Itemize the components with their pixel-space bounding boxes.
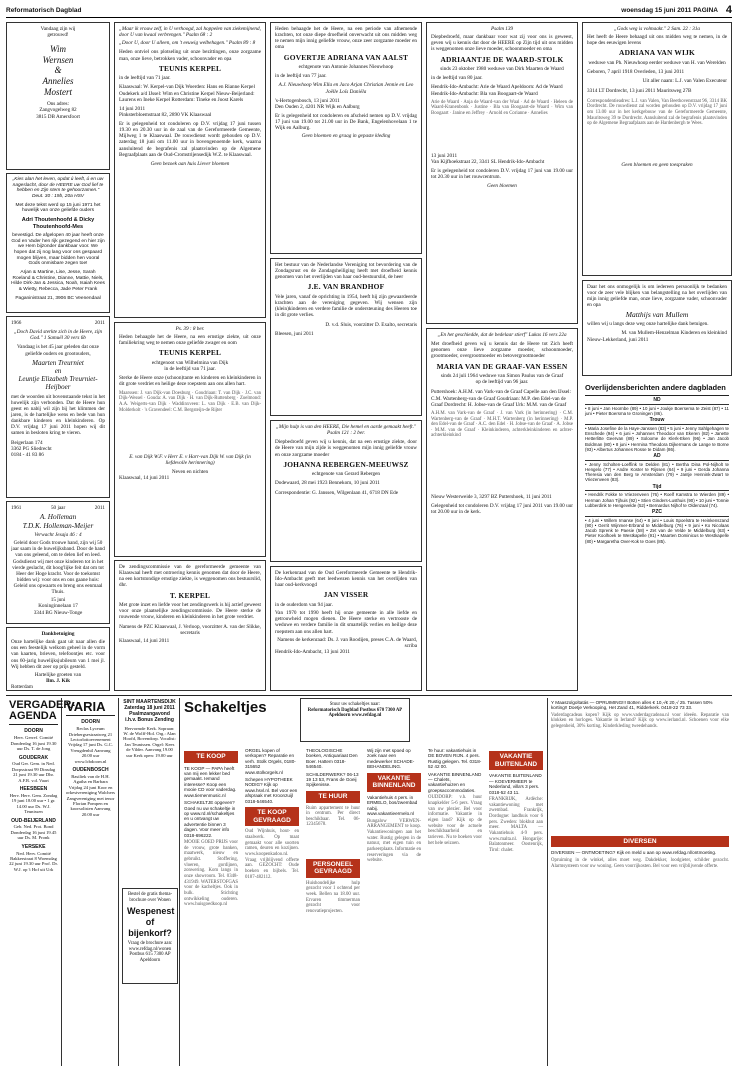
body: bevestigd. De afgelopen 40 jaar heeft onze God en Vader hen rijk gezegend en hier zijn we Hem bijzonder dankbaar voor. We hopen dat zij nog lang voor ons gespaard mogen blijven, maar bidden hen vooral Gods onmisbare zegen toe! xyxy=(11,233,105,267)
family: Klaaswaal: W. Kerpel-van Dijk Woerden: Hans en Rianne Kerpel Oudekerk a/d IJssel: Wim en Christine Kerpel Nieuw-Beijerland: Laurens en Ineke Kerpel Rotterdam: Tineke en Joost Karels xyxy=(119,84,255,103)
event-head: SINT MAARTENSDIJK Zaterdag 18 juni 2011 Psalmzangavond i.h.v. Bonus Zending xyxy=(123,699,176,723)
brochure-address: Vraag de brochure aan: www.refdag.nl/wonen Postbus 615 7300 AP Apeldoorn xyxy=(127,941,173,964)
signature: Namens de kerkenraad: Ds. J. van Roodijen, preses C.A. de Waard, scriba xyxy=(277,636,417,649)
funeral-info: Gelegenheid tot condoleren D.V. vrijdag 17 juni 2011 van 19.00 uur tot 20.00 uur in de kerk. xyxy=(431,502,573,516)
place: 's-Hertogenbosch, 13 juni 2011 xyxy=(275,97,340,104)
intro: Het heeft de Heere behaagd uit ons midden weg te nemen, in de hope des eeuwigen levens xyxy=(587,34,727,47)
funeral-info: Er is gelegenheid tot condoleren en afscheid nemen op D.V. vrijdag 17 juni van 19.00 tot 21.00 uur in De Bank, Engelenhovelaan 1 te Wijk en Aalburg. xyxy=(275,112,417,132)
notice-intro: Vandaag zijn wij getrouwd! xyxy=(40,26,76,39)
classified-filler: FRANKRIJK, Ardèche: vakantiewoning met zwembad. Frankrijk, Dordogne: landhuis voor 6 pers. Zweden: blokhut aan meer. MALTA — Vakantiehuis 4-9 pers. www.malta.nl. Hongarije: Balatonmeer. Oostenrijk, Tirol: chalet. xyxy=(489,796,543,853)
notice-dankbetuiging xyxy=(6,627,110,691)
intro: Heden ontviel ons plotseling uit onze bezittingen, onze zorgzame man, onze lieve, betrokken vader, schoonvader en opa xyxy=(119,49,261,62)
funeral-info: Er is gelegenheid tot condoleren D.V. vrijdag 17 juni van 19.00 uur tot 20.30 uur in het rouwcentrum. xyxy=(431,167,573,181)
years: 1966 2011 xyxy=(11,320,105,326)
notice-adriana-van-wijk xyxy=(582,22,732,276)
signature: E. van Dijk W.F. v Herr E. v Harr-van Dijk W. van Dijk (in liefdevolle herinnering) xyxy=(129,453,251,466)
notice-teunis-kerpel-2 xyxy=(114,322,266,557)
address: 3314 LT Dordrecht, 13 juni 2011 Mauritsweg 27B xyxy=(587,88,692,95)
age: in de ouderdom van 94 jaar. xyxy=(275,602,333,609)
family: Puttershoek: A.H.M. van Vark-van de Graaf Capelle aan den IJssel: C.M. Wartenberg-van de Graaf Goudriaan: M.P. den Edel-van de Graaf Dordrecht: H. Jobse-van de Graaf Urk: M.M. van de Graaf xyxy=(431,389,571,408)
body: Met grote inzet en liefde voor het zendingswerk is hij actief geweest voor onze plaatselijke zendingscommissie. De Heere sterke de rouwende vrouw, kinderen en kleinkinderen in het grote verdriet. xyxy=(119,602,261,621)
classified-col-2 xyxy=(242,746,302,1066)
category-te-huur: TE HUUR xyxy=(306,791,360,803)
years: 1961 50 jaar 2011 xyxy=(11,505,105,511)
intro: Diepbedroefd, maar dankbaar voor wat zij voor ons is geweest, geven wij u kennis dat door de HEERE op Zijn tijd uit ons midden is weggenomen onze lieve moeder, schoonmoeder en oma xyxy=(431,34,573,53)
category-personeel: PERSONEEL GEVRAAGD xyxy=(306,859,360,878)
page-number: 4 xyxy=(725,4,732,16)
names: A. Holleman T.D.K. Holleman-Meijer xyxy=(22,513,94,530)
deceased-name: J.E. VAN BRANDHOF xyxy=(307,282,385,292)
note: Geen bloemen en geen toespraken xyxy=(621,161,693,168)
verse: „Gods weg is volmaakt." 2 Sam. 22 : 31a xyxy=(613,26,701,32)
age: in de leeftijd van 71 jaar. xyxy=(119,75,171,82)
spouse: echtgenoot van Wilhelmina van Dijk xyxy=(151,360,229,367)
intro: De kerkenraad van de Oud Gereformeerde Gemeente te Hendrik-Ido-Ambacht geeft met leedwezen kennis van het overlijden van haar oud-kerkvoogd xyxy=(275,570,417,589)
intro: De zendingscommissie van de gereformeerde gemeente van Klaaswaal heeft met ontroering kennis genomen dat door de Heere, na een kortstondige ernstige ziekte, is weggenomen ons bestuurslid, dhr. xyxy=(119,564,261,589)
schakeltjes-title: Schakeltjes xyxy=(184,699,267,716)
notice-jan-visser xyxy=(270,566,422,691)
body: Onze hartelijke dank gaat uit naar allen die ons een feestelijk welkom geheel in de vorm van kaarten, brieven, telefoontjes etc. voor ons 60-jarig huwelijksjubileum van 1 mei jl. Wij hebben dit zeer op prijs gesteld. xyxy=(11,639,105,670)
address: Correspondentie: G. Janssen, Wilgenlaan 41, 6718 DN Ede xyxy=(275,489,399,496)
schakeltjes-header xyxy=(181,698,311,742)
family: A.J. Nieuwhoop Wim Ella en Jaco Arjan Christian Jennie en Leo Joëlle Loïs Daniëla xyxy=(278,82,414,95)
body: Van 1970 tot 1990 heeft hij onze gemeente in alle liefde en getrouwheid mogen dienen. De Heere sterke en vertrooste de weduwe en verdere familie in dit smartelijk verlies en heilige deze roepstem aan ons allen hart. xyxy=(275,610,417,635)
body: met de woorden uit bovenstaande tekst in het huwelijk zijn verbonden. Dat de Heere hun geest en nabij wil zijn bij het klimmen der jaren, is de hartelijke wens en bede van hun dankbare kinderen en kleinkinderen. Op D.V. vrijdag 17 juni 2011 hopen wij dit samen in besloten kring te vieren. xyxy=(11,393,105,437)
category-vakantie-binnenland: VAKANTIE BINNENLAND xyxy=(367,773,421,792)
agenda-entry: HEESBEEN Herv. Herv. Gem. Zondag 19 juni 18.00 uur • 1 gr. 14.00 uur Ds. W.J. Teunissen xyxy=(9,786,58,815)
classified-filler: Ruim appartement te huur in centrum. Per direct beschikbaar. Tel. 06-12345678. xyxy=(306,805,360,828)
classified-col-7 xyxy=(547,698,732,1066)
family-list: A.H.M. van Vark-van de Graaf · J. van Vark (in herinnering) · C.M. Wartenberg-van de Graaf · M.H.T. Wartenberg (in herinnering) · M.P. den Edel-van de Graaf · A.C. den Edel · H. Jobse-van de Graaf · A. Jobse · M.M. van de Graaf · Kleinkinderen, achterkleinkinderen en achter-achterkleinkind xyxy=(431,410,573,439)
sint-maartensdijk xyxy=(120,698,180,1066)
category-te-koop-gevraagd: TE KOOP GEVRAAGD xyxy=(245,807,299,826)
deceased-name: TEUNIS KERPEL xyxy=(158,63,222,73)
page-header xyxy=(6,4,732,18)
body: Sterke de Heere onze (schoon)tante en kinderen en kleinkinderen in dit grote verdriet en heilige deze roepstem aan ons allen hart. xyxy=(119,375,261,388)
place: Nieuw-Lekkerland, juni 2011 xyxy=(587,336,649,343)
classified-ad[interactable]: Te huur: vakantiehuis in DE BOVEN RIJN. 4 pers. Rustig gelegen. Tel. 0318-52 42 00. xyxy=(428,748,482,770)
signature: M. van Mullem-Henzelman Kinderen en kleinkind xyxy=(621,330,727,337)
classified-filler: Bungalow VERWEN-ARRANGEMENT te koop. Vakantiewoningen aan het water. Rustig gelegen in de natuur, met eigen tuin en parkeerplaats. Informatie en reserveringen via de website. xyxy=(367,818,421,864)
section-trouw: Trouw • Maria Josefine de la Haye-Janssen (83) • 5 juni • Jenny Sahlgehagen te Enschede (94) • 6 juni • Johannes Theodoor van Ekeren (82) • Janette Hetterlitte Geervan (89) • Soloome de Klerk-Eken (96) • Jan Jacob Boldman (80) • 8 juni • Hermina Theodora Dijkermans de Lange te Borne (93) • Albertus Johannes Rosse te Didam (86). xyxy=(585,417,729,452)
classified-ad[interactable]: Vakantiehuis 4 pers. in ERMELO, bos/zwembad nabij. www.vakantieermelo.nl xyxy=(367,794,418,817)
address: Nieuw Westerweide 3, 3297 BZ Puttershoek, 11 juni 2011 xyxy=(431,493,552,500)
family: Uit aller naam: L.J. van Valen Executeur xyxy=(642,78,727,85)
address: Ons adres: Zangvogelweg 82 3815 DB Amersfoort xyxy=(36,101,80,120)
classified-col-4 xyxy=(364,746,424,1066)
intro: Met droefheid geven wij u kennis dat de Heere tot Zich heeft genomen onze lieve zorgzame moeder, schoonmoeder, grootmoeder, overgrootmoeder en betovergrootmoeder xyxy=(431,341,573,360)
address: Van Kijfhoekstraat 22, 3341 SL Hendrik-Ido-Ambacht xyxy=(431,158,545,165)
intro: Heden behaagde het de Heere, na een periode van afnemende krachten, tot onze diepe droefheid onverwacht uit ons midden weg te nemen mijn innig geliefde vrouw, onze zeer zorgzame moeder en oma xyxy=(275,26,417,51)
couple-name: Adri Thoutenhoofd & Dicky Thoutenhoofd-Mes xyxy=(21,216,95,230)
verse-2: „Door U, door U alleen, om 't eeuwig welbehagen." Psalm 89 : 8 xyxy=(119,40,256,47)
varia-title: VARIA xyxy=(66,699,106,714)
title: Dankbetuiging xyxy=(41,631,75,637)
address: Koninginnelaan 17 3344 BG Nieuw-Tonge xyxy=(33,603,83,616)
verse: „Kies alan het leven, opdat ú leeft, ú en uw nageslacht, door de HEERE uw God lief te hebben en Zijn stem te gehoorzamen." Deut. 30 : 19b, 20a HSV xyxy=(12,177,104,199)
notice-zendingscommissie xyxy=(114,560,266,691)
place: Hendrik-Ido-Ambacht, 13 juni 2011 xyxy=(275,648,351,655)
notice-govertje-van-aalst xyxy=(270,22,422,254)
vergader-agenda xyxy=(6,698,76,1066)
classified-col-3 xyxy=(303,746,363,1066)
notice-de-waard-stolk xyxy=(426,22,578,324)
intro: Vandaag is het 45 jaar geleden dat onze geliefde ouders en grootouders, xyxy=(17,344,99,357)
varia-entry: DOORN Reclas Lyceum Driebergsestraatweg 21 Lectorlottoevenement Vrijdag 17 juni Ds. G.C. Vreugdenhil Aanvang 20.00 uur www.lcbdoorn.nl xyxy=(67,719,114,764)
signature: Namens de PZC Klaaswaal, J. Verloop, voorzitter A. van der Slikke, secretaris xyxy=(119,623,261,636)
age: in de leeftijd van 71 jaar. xyxy=(164,366,216,373)
address: Pinksterbloemstraat 82, 2890 VK Klaaswaal xyxy=(119,111,212,118)
classified-ad[interactable]: Wij zijn met spoed op zoek naar een medewerker SCHADE-BEHANDELING. xyxy=(367,748,415,770)
category-diversen: DIVERSEN xyxy=(551,836,729,848)
classified-ad[interactable]: TE KOOP — PAPA heeft van mij een lekker bed gemaakt. Iemand interesse? Koop een mooie CD voor vaderdag. www.tiemenmusic.nl xyxy=(184,765,237,798)
classified-filler: MOOIE GOED PRIJS voor de vrouw, grote banken, maatwerk, nieuw en gebruikt. Stoffering, vloeren, gordijnen, zonwering. Kom langs in onze showroom. Tel. 0348-431949. WATERSTOFGAS voor de kacheltjes. Ook in bulk. Stichting ontwikkeling ouderen. www.huisgoedkoop.nl xyxy=(184,839,238,908)
deceased-name: Matthijs van Mullem xyxy=(625,309,689,319)
note: Neven en nichten xyxy=(171,468,209,475)
family-list: Arie de Waard · Anja de Waard-van der Waal · Ad de Waard · Heleen de Waard-Kranenbonk · Justine · Bla van Boogaart-de Waard · Wim van Boogaart · Janine en Jeffrey · Arnold en Corianne · Annelies xyxy=(431,99,573,117)
spouse: echtgenote van Gerard Rebergen xyxy=(311,471,381,478)
intro: Het bestuur van de Nederlandse Vereniging tot bevordering van de Zondagsrust en de Zondagsheiliging heeft met droefheid kennis genomen van het overlijden van haar oud-bestuurslid, de heer xyxy=(275,262,417,281)
agenda-entry: DOORN Herv. Gerref. Comité Donderdag 16 juni 19.30 uur Ds. T. de Jong xyxy=(10,728,57,752)
verse: Psalm 139 xyxy=(490,26,514,32)
signature: D. v.d. Sluis, voorzitter D. Exalto, secretaris xyxy=(325,321,417,328)
deceased-name: ADRIANA VAN WIJK xyxy=(619,48,695,58)
spouse: sinds 23 oktober 1980 weduwe van Dirk Maarten de Waard xyxy=(440,66,564,73)
classified-ad[interactable]: Y Maaszolgoltatás — OPRUIMING!!! Botten alles € 10,-/€ 20,-/ 25. Tassen 50% korting!! Doetje Verkooping, Het Zand 41, Ridderkerk. 0418-22 73 33. xyxy=(551,700,713,711)
page-date: woensdag 15 juni 2011 PAGINA xyxy=(621,7,718,14)
notice-van-brandhof xyxy=(270,258,422,416)
deceased-name: JAN VISSER xyxy=(323,590,369,600)
classified-filler: Vaderdagcadeau kopen? Kijk op www.vaderdagcadeau.nl voor ideeën. Reparatie van klokken en horloges. Vakantie in Ierland? Kijk op www.ierland.nl. Schoenen voor elke gelegenheid, 30% korting. Kinderkleding tweedehands. xyxy=(551,712,729,730)
address: Paganinistraat 21, 3906 BC Veenendaal xyxy=(15,295,101,301)
intro: Met deze tekst werd op 15 juni 1971 het huwelijk van onze geliefde ouders xyxy=(15,202,101,214)
deceased-name: GOVERTJE ADRIANA VAN AALST xyxy=(283,52,409,62)
agenda-entry: GOUDERAK Oud Ger. Gem. in Ned. Dorpsstraat 99 Dinsdag 21 juni 19.30 uur Dhr. A.F.R. v.d. Vaart xyxy=(11,754,56,783)
classified-ad[interactable]: VAKANTIE BINNENLAND — Chalets, vakantiehuizen en groepsaccommodaties. xyxy=(428,771,482,793)
body: Vele jaren, vanaf de oprichting in 1954, heeft hij zijn gewaardeerde krachten aan de vereniging gegeven. Wij wensen zijn (klein)kinderen en verdere familie de ondersteuning des Heeren toe in dit grote verlies. xyxy=(275,294,417,319)
address: Beigerlaan 174 3362 PG Sliedrecht 0184 - 41 83 86 xyxy=(11,439,52,458)
classified-ad[interactable]: SCHAKELTJE opgeven? Goed nu uw schakeltje in op www.rd.nl/schakeltjes en u ontvangt uw advertentie binnen 3 dagen. Voor meer info 0318-696222. xyxy=(184,800,236,838)
classified-col-5 xyxy=(425,746,485,1066)
notice-van-mullem xyxy=(582,280,732,376)
verse: „En het geschiedde, dat de bedelaar stierf" Lukas 16 vers 22a xyxy=(437,332,567,338)
verse: Verwacht Jesaja 46 : 4 xyxy=(34,532,82,539)
family: Hendrik-Ido-Ambacht: Arie de Waard Apeldoorn: Ad de Waard Hendrik-Ido-Ambacht: Bla van Boogaart-de Waard xyxy=(431,84,563,97)
classified-ad[interactable]: Schepen HYPOTHEEK NODIG? Kijk op www.hsvl.nl. Bel voor een afspraak met Kroonzuijl 0318-546540. xyxy=(245,777,298,804)
deceased-name: ADRIAANTJE DE WAARD-STOLK xyxy=(440,54,564,64)
notice-teunis-kerpel-1 xyxy=(114,22,266,318)
agenda-entry: OUD-BEIJERLAND Geb. Ned. Prot. Bond Donderdag 16 juni 19.45 uur Ds. M. Pronk xyxy=(10,817,57,841)
classified-ad[interactable]: DIVERSEN — ONTMOETING? Kijk en meld u aan op www.refdag.nl/ontmoeting. xyxy=(551,850,717,856)
classified-ad[interactable]: ORGEL kopen of verkopen? Reparatie en verh. Stolk Orgels, 0180-315652 www.stolkorgels.nl xyxy=(245,748,296,775)
place: Dodewaard, 28 mei 1923 Bennekom, 10 juni 2011 xyxy=(275,480,380,487)
varia-section xyxy=(63,698,119,1066)
notice-treurniet xyxy=(6,316,110,498)
section-pzc: PZC • 4 juni • Willem Imanse (64) • 8 juni • Louis Spoelstra te Heinkenszand (90) • Gerrit Wijnmer-Erbrand te Middelburg (76) • 9 juni • Ko Nicolaas Jacob Sprenk te Paesie (58) • Zet van de Velde te Middelburg (63) • Pieter Koolhoek te Westkapelle (91) • Maarten Dominicus te Westkapelle (80) • Margaretha Over-Kok te Goes (85). xyxy=(585,509,729,544)
classified-col-1 xyxy=(181,746,241,1066)
deceased-name: MARIA VAN DE GRAAF-VAN ESSEN xyxy=(436,361,568,371)
classified-ad[interactable]: SCHILDERWERK? 06-13 19 13 53, Frans de Goeij Spijkenisse. xyxy=(306,771,359,788)
varia-entry: OUDENBOSCH Basiliek van de H.H. Agatha en Barbara Vrijdag 24 juni Koor en orkestvereniging Walchers Zangvereniging met tenor Florian Pompen en koorsolisten Aanvang 20.00 uur xyxy=(66,766,115,817)
dates: Geboren, 7 april 1918 Overleden, 13 juni 2011 xyxy=(587,69,685,76)
family-list: Maarssen: J. van Dijk-van Doesburg · Goudriaan: T. van Dijk · J.C. van Dijk-Wessel · Gouda: A. van Dijk · H. van Dijk-Ruttenberg · Zoelmond: A.A. Weigerts-van Dijk · Waddinxveen: L. van Dijk · E.B. van Dijk-Molderkolt · 's Gravendeel: C.M. Bergsteijn-de Rijter xyxy=(119,390,261,413)
verse: „Doch David sterkte zich in de Heere, zijn God." 1 Samuël 30 vers 6b xyxy=(13,329,103,342)
category-te-koop: TE KOOP xyxy=(184,751,238,763)
classified-filler: Huishoudelijke hulp gezocht voor 1 ochtend per week. Bellen na 18.00 uur. Ervaren timmerman gezocht voor renovatieprojecten. xyxy=(306,880,360,915)
children: Arjan & Martine, Lise, Jesse, Sarah Roeland & Christine, Dianne, Mattie, Niels, Hilde Dirk-Jan & Jessica, Noah, Isaiah Kees & Wietty, Rebecca, Jade Peter Frank xyxy=(11,270,105,293)
category-vakantie-buitenland: VAKANTIE BUITENLAND xyxy=(489,751,543,770)
names: Maarten Treurniet en Leuntje Elizabeth Treurniet- Heijboer xyxy=(18,358,98,392)
place: Klaaswaal, 14 juni 2011 xyxy=(119,474,170,481)
body: willen wij u langs deze weg onze hartelijke dank betuigen. xyxy=(587,321,709,328)
spouse: weduwe van Ph. Nieuwhoop eerder weduwe van H. van Werelden xyxy=(588,60,726,67)
verse: Ps. 39 : 8 ber. xyxy=(175,326,205,332)
place: Klaaswaal, 14 juni 2011 xyxy=(119,637,170,644)
vergader-title: VERGADER- AGENDA xyxy=(9,699,76,723)
intro: Heden behaagde het de Heere, na een ernstige ziekte, uit onze familiekring weg te nemen onze geliefde zwager en oom xyxy=(119,334,261,347)
deceased-name: T. KERPEL xyxy=(169,590,211,600)
city: Rotterdam xyxy=(11,684,33,690)
paper-name: Reformatorisch Dagblad xyxy=(6,7,82,14)
classified-ad[interactable]: VAKANTIE BUITENLAND — KOEVERMEER te Nederland, villa's 3 pers. 0318-52 43 11. xyxy=(489,773,542,795)
classified-filler: Opruiming in de winkel, alles moet weg. Dakdekker, loodgieter, schilder gezocht. Alarmsysteem voor uw woning. Geen voorrijkosten. Bel voor een vrijblijvende offerte. xyxy=(551,857,729,869)
intro: Diepbedroefd geven wij u kennis, dat na een ernstige ziekte, door de Heere van mijn zijde is weggenomen mijn innig geliefde vrouw en onze zorgzame moeder xyxy=(275,439,417,458)
notice-van-de-graaf-van-essen xyxy=(426,328,578,691)
notice-wernsen-mostert xyxy=(6,22,110,170)
address: Den Ouden 2, 4201 NR Wijk en Aalburg xyxy=(275,103,360,110)
panel-title: Overlijdensberichten andere dagbladen xyxy=(585,383,726,392)
brochure-title: Wespenest of bijenkorf? xyxy=(127,906,175,938)
signature: Hartelijke groeten van Ilm. J. Kik xyxy=(34,671,82,684)
funeral-info: Correspondentieadres: L.J. van Valen, Van Beethovenstraat 96, 3314 BK Dordrecht. De rouwdienst zal worden gehouden op D.V. vrijdag 17 juni om 13.00 uur in het kerkgebouw van de Gereformeerde Gemeente, Mauritsweg 39 te Dordrecht. Aansluitend zal de begrafenis plaatsvinden op de Algemene Begraafplaats aan de Hardenbergh te Wees. xyxy=(587,98,727,127)
classified-ad[interactable]: THEOLOGISCHE boeken, Antiquariaat Den Boer. Hattem 0318-546540. xyxy=(306,748,358,770)
notice-thoutenhoofd xyxy=(6,173,110,313)
funeral-info: Er is gelegenheid tot condoleren op D.V. vrijdag 17 juni tussen 19.30 en 20.30 uur in de zaal van de Gereformeerde Gemeente, Mijlweg 1 te Klaaswaal. De rouwdienst wordt gehouden op D.V. zaterdag 18 juni om 11.00 uur in bovengenoemde kerk, waarna aansluitend de begrafenis zal plaatsvinden op de Algemene Begraafplaats aan de Oud-Cromstrijensedijk W.Z. te Klaaswaal. xyxy=(119,121,261,158)
section-ad: AD • Jenny Scholten-Loeffink te Delden (81) • Bertha Dina Pol-Nijholt te Hengelo (77) • Andre Koster te Rijssen (64) • 9 juni • Gerda Johanna Theresia van den Berg te Amsterdam (79) • Jantje Hennink-Zwart te Vriezenveen (83). xyxy=(585,452,729,483)
classified-col-6 xyxy=(486,746,546,1066)
deceased-name: TEUNIS KERPEL xyxy=(158,348,222,358)
schakeltjes-address-box: Stuur uw schakeltjes naar: Reformatorisch Dagblad Postbus 670 7300 AP Apeldoorn www.refdag.nl xyxy=(300,698,410,742)
note: Geen bezoek aan huis Liever bloemen xyxy=(150,160,230,167)
section-tijd: Tijd • Hendrik Fokke te Vriezenveen (76) • Roelf Kamstra te Wierden (89) • Herman Johan Tijhuis (92) • Stien Ginders-Lusthuis (90) • 10 juni • Tonnie Lubberdink te Hengevelde (52) • Bernardus Nijhof te Oldenzaal (74). xyxy=(585,483,729,508)
notice-rebergen-meeuwsz xyxy=(270,420,422,562)
spouse: echtgenote van Antonie Johannes Nieuwhoop xyxy=(298,64,394,71)
date: 15 juni xyxy=(50,597,66,604)
section-nd: ND • 8 juni • Jan Hoornbe (89) • 10 juni • Joukje Boersema te Zeist (87) • 11 juni • Pieter Boersma te Groningen (86). xyxy=(585,396,729,416)
age: op de leeftijd van 96 jaar. xyxy=(475,379,529,386)
spouse: sinds 24 juli 1964 weduwe van Simon Paulus van de Graaf xyxy=(440,373,564,380)
classified-filler: OUDDORP: v.h. huur knapkelder 5-6 pers. Vraag van uw plezier. Bel voor informatie. Vakantie in eigen land? Kijk op de website voor de actuele beschikbaarheid en tarieven. Nu te boeken voor het hele seizoen. xyxy=(428,795,482,846)
place: Bleesen, juni 2011 xyxy=(275,330,314,337)
age: in de leeftijd van 80 jaar. xyxy=(431,75,483,82)
note: Geen bloemen en graag in gepaste kleding xyxy=(301,133,391,140)
agenda-entry: YERSEKE Ned. Herv. Comité Bakkerstraat 8 Woensdag 22 juni 19.30 uur Prof. Dr. W.J. op 't Hof uit Urk xyxy=(9,843,58,872)
age: in de leeftijd van 77 jaar. xyxy=(275,73,327,80)
overlijdensberichten-panel xyxy=(582,380,732,691)
body: Geleid door Gods trouwe hand, zijn wij 50 jaar saam in de huwelijksband. Door de hand van ons geleend, om te delen lief en leed. Godsdienst wij met onze kinderen tot in het vierde geslacht, dit hoog'lijke feit dat om tot Heer der Hoge kracht. Voor de toekomst bidden wij: voor ons en ons gaane huis: Geleid ons opwaarts en breng ons eenmaal Thuis. xyxy=(11,540,105,596)
intro: Daar het ons onmogelijk is om iedereen persoonlijk te bedanken voor de zeer vele blijken van belangstelling na het overlijden van mijn innig geliefde man, onze lieve, zorgzame vader, schoonvader en opa xyxy=(587,284,727,309)
brochure-sub: Bestel de gratis thema-brochure over Wonen xyxy=(127,892,173,903)
deceased-name: JOHANNA REBERGEN-MEEUWSZ xyxy=(283,459,409,469)
date: 13 juni 2011 xyxy=(431,152,458,159)
names: Wim Wernsen & Annelies Mostert xyxy=(42,44,74,97)
wonen-brochure-ad[interactable] xyxy=(122,888,178,984)
verse: „Maar ik vrouw zelf, in U verhoogd, zal hoppelen van ziekemijnend, door U van kwaal verbrengen." Psalm 68 : 2 xyxy=(119,26,261,39)
notice-holleman xyxy=(6,501,110,624)
date: 14 juni 2011 xyxy=(119,105,146,112)
verse: „Mijn hulp is van den HEERE, Die hemel en aarde gemaakt heeft." Psalm 121 : 2 ber. xyxy=(275,424,417,437)
note: Geen bloemen xyxy=(487,183,517,190)
classified-filler: Oud Wijnhuis, hout- en staalwerk. Op maat gemaakt voor alle soorten ramen, deuren en kozijnen. www.koopenkadoo.nl. Vraag vrijblijvend offerte aan. GEZOCHT: Oude boeken en bijbels. Tel. 0187-482112. xyxy=(245,829,299,880)
event-body: Hervormde Kerk. Sopraan: W. de Wolff-Hol. Org.: Alan Hoofd, Bovendorp. Vocalist: Jan Teunissen. Orgel: Kees de Vilder. Aanvang 19.00 uur Kerk open: 19.00 uur xyxy=(123,725,176,758)
